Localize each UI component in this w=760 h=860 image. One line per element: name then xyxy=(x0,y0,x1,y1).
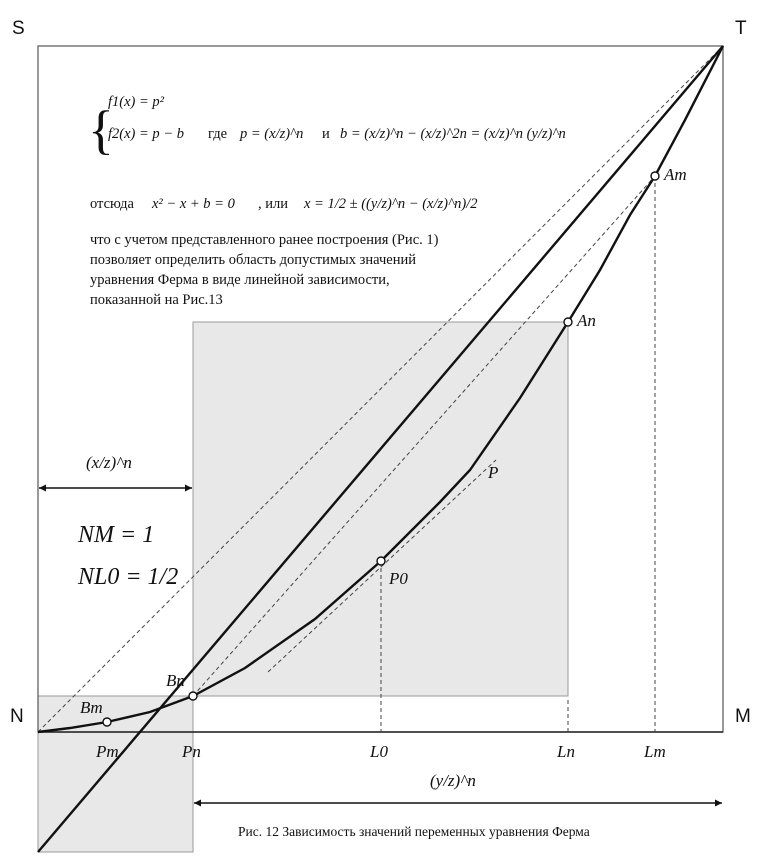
label-am: Am xyxy=(664,165,687,184)
formula-and: и xyxy=(322,126,330,142)
axis-label-lm: Lm xyxy=(644,742,666,761)
point-p0-marker xyxy=(377,557,385,565)
point-am-marker xyxy=(651,172,659,180)
figure-caption: Рис. 12 Зависимость значений переменных уравнения Ферма xyxy=(238,824,590,839)
formula-quad: x² − x + b = 0 xyxy=(152,196,235,212)
formula-b-def: b = (x/z)^n − (x/z)^2n = (x/z)^n (y/z)^n xyxy=(340,126,566,142)
corner-n: N xyxy=(10,706,24,727)
description-line-3: уравнения Ферма в виде линейной зависимости, xyxy=(90,272,390,288)
dim-label-bottom: (y/z)^n xyxy=(430,771,476,790)
formula-f1: f1(x) = p² xyxy=(108,94,165,110)
axis-label-ln: Ln xyxy=(557,742,575,761)
formula-f2: f2(x) = p − b xyxy=(108,126,184,142)
formula-root: x = 1/2 ± ((y/z)^n − (x/z)^n)/2 xyxy=(304,196,478,212)
label-bm: Bm xyxy=(80,698,103,717)
point-an-marker xyxy=(564,318,572,326)
corner-m: M xyxy=(735,706,751,727)
label-an: An xyxy=(577,311,596,330)
point-bn-marker xyxy=(189,692,197,700)
param-nl0: NL0 = 1/2 xyxy=(78,564,179,590)
formula-where: где xyxy=(208,126,228,142)
dim-label-top: (x/z)^n xyxy=(86,453,132,472)
description-line-2: позволяет определить область допустимых значений xyxy=(90,252,416,268)
param-nm: NM = 1 xyxy=(78,522,155,548)
label-p: P xyxy=(488,463,499,482)
formula-or: , или xyxy=(258,196,289,212)
label-bn: Bn xyxy=(166,671,185,690)
shaded-strip-left xyxy=(38,696,193,732)
corner-s: S xyxy=(12,18,25,39)
formula-p-def: p = (x/z)^n xyxy=(240,126,304,142)
label-p0: P0 xyxy=(389,569,408,588)
formula-hence: отсюда xyxy=(90,196,134,212)
point-bm-marker xyxy=(103,718,111,726)
axis-label-pm: Pm xyxy=(96,742,119,761)
formula-brace: { xyxy=(88,100,114,160)
axis-label-l0: L0 xyxy=(370,742,388,761)
description-line-1: что с учетом представленного ранее построения (Рис. 1) xyxy=(90,232,439,248)
axis-label-pn: Pn xyxy=(182,742,201,761)
description-line-4: показанной на Рис.13 xyxy=(90,292,223,308)
corner-t: T xyxy=(735,18,747,39)
